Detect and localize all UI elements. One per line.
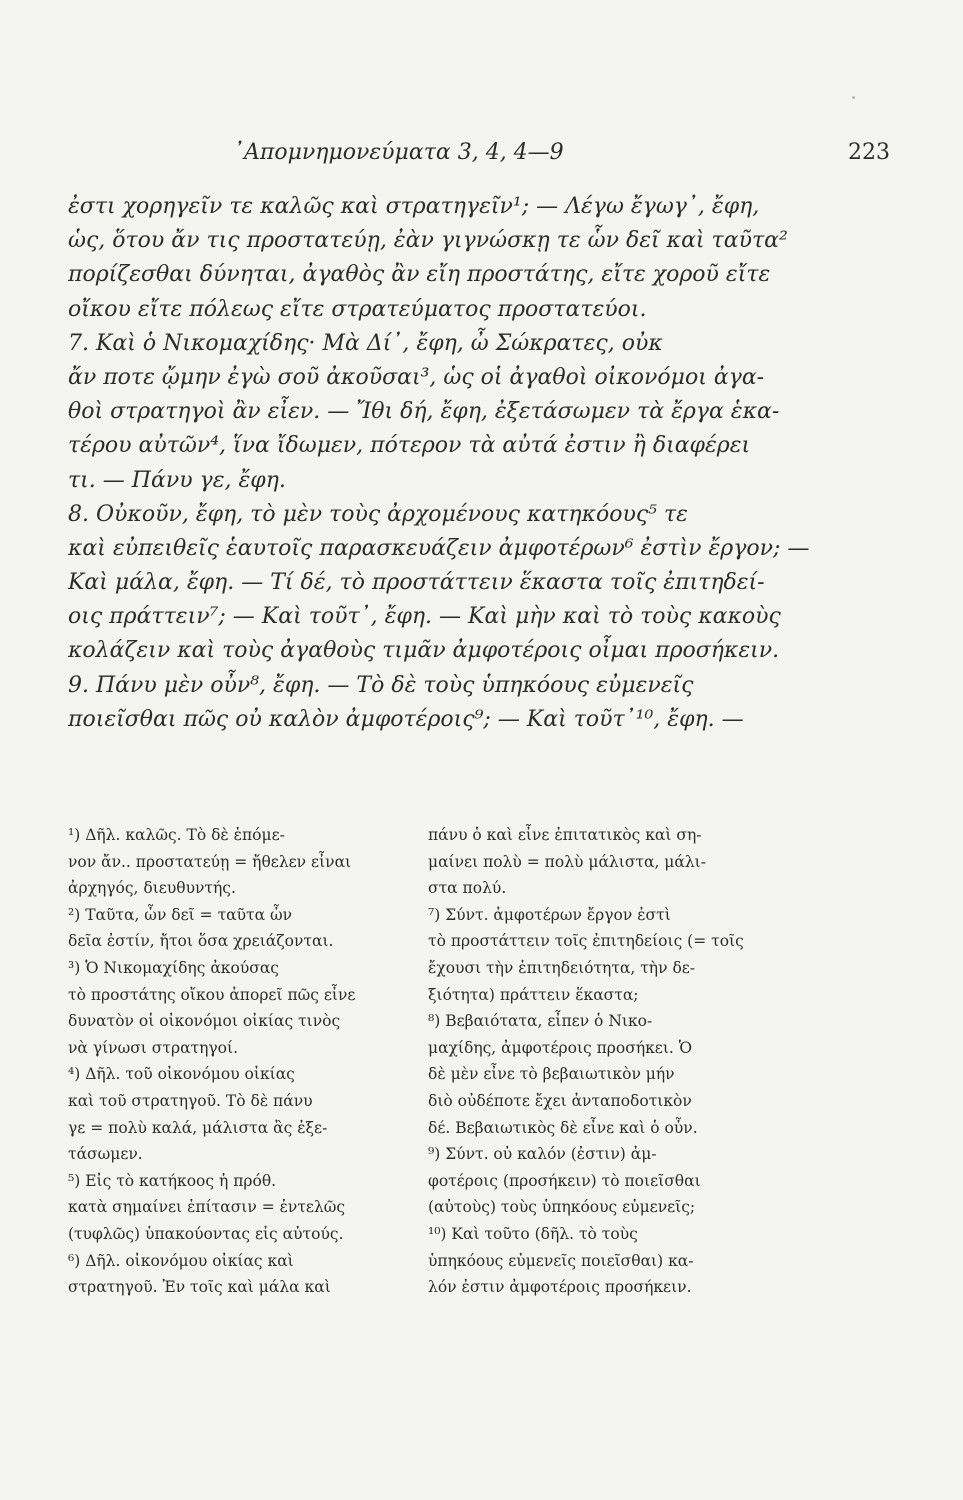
text-line: ἐστι χορηγεῖν τε καλῶς καὶ στρατηγεῖν¹; — Λέγω ἔγωγ᾽, ἔφη,: [68, 194, 760, 219]
text-line: τι. — Πάνυ γε, ἔφη.: [68, 467, 286, 493]
page-number: 223: [848, 140, 890, 165]
main-text: [68, 190, 890, 737]
text-line: 8. Οὐκοῦν, ἔφη, τὸ μὲν τοὺς ἀρχομένους κατηκόους⁵ τε: [68, 501, 688, 527]
page-header: [68, 140, 890, 170]
footnote-line: ³) Ὁ Νικομαχίδης ἀκούσας: [68, 958, 279, 977]
footnote-line: ¹) Δῆλ. καλῶς. Τὸ δὲ ἑπόμε-: [68, 826, 285, 844]
footnote-line: καὶ τοῦ στρατηγοῦ. Τὸ δὲ πάνυ: [68, 1091, 313, 1110]
text-line: Καὶ μάλα, ἔφη. — Τί δέ, τὸ προστάττειν ἕκαστα τοῖς ἐπιτηδεί-: [68, 570, 765, 596]
footnotes-right-column: [428, 822, 758, 1301]
footnote-line: δὲ μὲν εἶνε τὸ βεβαιωτικὸν μήν: [428, 1065, 675, 1084]
footnote-line: διὸ οὐδέποτε ἔχει ἀνταποδοτικὸν: [428, 1091, 692, 1110]
text-line: οις πράττειν⁷; — Καὶ τοῦτ᾽, ἔφη. — Καὶ μὴν καὶ τὸ τοὺς κακοὺς: [68, 604, 781, 630]
text-line: ἄν ποτε ᾤμην ἐγὼ σοῦ ἀκοῦσαι³, ὡς οἱ ἀγαθοὶ οἰκονόμοι ἀγα-: [68, 364, 765, 390]
footnote-line: τάσωμεν.: [68, 1145, 143, 1164]
footnote-line: ⁸) Βεβαιότατα, εἶπεν ὁ Νικο-: [428, 1012, 653, 1031]
footnote-line: στρατηγοῦ. Ἐν τοῖς καὶ μάλα καὶ: [68, 1278, 331, 1297]
footnote-line: ²) Ταῦτα, ὧν δεῖ = ταῦτα ὧν: [68, 905, 293, 924]
footnote-line: ξιότητα) πράττειν ἕκαστα;: [428, 985, 639, 1004]
footnote-line: τὸ προστάτης οἴκου ἀπορεῖ πῶς εἶνε: [68, 985, 356, 1004]
footnote-line: ⁷) Σύντ. ἀμφοτέρων ἔργον ἐστὶ: [428, 905, 671, 924]
footnote-line: ⁵) Εἰς τὸ κατήκοος ἡ πρόθ.: [68, 1171, 277, 1190]
footnote-line: μαίνει πολὺ = πολὺ μάλιστα, μάλι-: [428, 852, 706, 871]
footnote-line: φοτέροις (προσήκειν) τὸ ποιεῖσθαι: [428, 1171, 701, 1190]
text-line: 9. Πάνυ μὲν οὖν⁸, ἔφη. — Τὸ δὲ τοὺς ὑπηκόους εὐμενεῖς: [68, 672, 694, 698]
footnote-line: τὸ προστάττειν τοῖς ἐπιτηδείοις (= τοῖς: [428, 932, 744, 951]
footnote-line: (αὐτοὺς) τοὺς ὑπηκόους εὐμενεῖς;: [428, 1198, 696, 1217]
footnote-line: ⁴) Δῆλ. τοῦ οἰκονόμου οἰκίας: [68, 1065, 295, 1084]
footnote-line: ⁶) Δῆλ. οἰκονόμου οἰκίας καὶ: [68, 1251, 294, 1270]
footnote-line: ¹⁰) Καὶ τοῦτο (δῆλ. τὸ τοὺς: [428, 1224, 638, 1243]
footnote-line: ἔχουσι τὴν ἐπιτηδειότητα, τὴν δε-: [428, 958, 696, 977]
text-line: πορίζεσθαι δύνηται, ἀγαθὸς ἂν εἴη προστάτης, εἴτε χοροῦ εἴτε: [68, 262, 771, 288]
footnote-line: γε = πολὺ καλά, μάλιστα ἂς ἐξε-: [68, 1118, 328, 1137]
footnote-line: στα πολύ.: [428, 879, 507, 898]
footnote-line: ὑπηκόους εὐμενεῖς ποιεῖσθαι) κα-: [428, 1251, 694, 1270]
text-line: τέρου αὐτῶν⁴, ἵνα ἴδωμεν, πότερον τὰ αὐτά ἐστιν ἢ διαφέρει: [68, 433, 751, 459]
text-line: θοὶ στρατηγοὶ ἂν εἶεν. — Ἴθι δή, ἔφη, ἐξετάσωμεν τὰ ἔργα ἑκα-: [68, 399, 780, 425]
footnote-line: δέ. Βεβαιωτικὸς δὲ εἶνε καὶ ὁ οὖν.: [428, 1118, 698, 1137]
footnote-line: νον ἄν.. προστατεύῃ = ἤθελεν εἶναι: [68, 852, 352, 871]
footnotes-left-column: [68, 822, 398, 1301]
footnote-line: μαχίδης, ἀμφοτέροις προσήκει. Ὁ: [428, 1038, 693, 1057]
text-line: καὶ εὐπειθεῖς ἑαυτοῖς παρασκευάζειν ἀμφοτέρων⁶ ἐστὶν ἔργον; —: [68, 535, 810, 561]
footnote-line: ⁹) Σύντ. οὐ καλόν (ἐστιν) ἀμ-: [428, 1145, 657, 1164]
page-speck: [852, 96, 855, 99]
text-line: 7. Καὶ ὁ Νικομαχίδης· Μὰ Δί᾽, ἔφη, ὦ Σώκρατες, οὐκ: [68, 330, 663, 356]
footnote-line: λόν ἐστιν ἀμφοτέροις προσήκειν.: [428, 1278, 692, 1297]
text-line: οἴκου εἴτε πόλεως εἴτε στρατεύματος προστατεύοι.: [68, 296, 647, 322]
footnote-line: πάνυ ὁ καὶ εἶνε ἐπιτατικὸς καὶ ση-: [428, 826, 702, 844]
footnote-line: δυνατὸν οἱ οἰκονόμοι οἰκίας τινὸς: [68, 1012, 341, 1031]
text-line: ποιεῖσθαι πῶς οὐ καλὸν ἀμφοτέροις⁹; — Καὶ τοῦτ᾽¹⁰, ἔφη. —: [68, 706, 744, 732]
footnote-line: κατὰ σημαίνει ἐπίτασιν = ἐντελῶς: [68, 1198, 346, 1217]
text-line: κολάζειν καὶ τοὺς ἀγαθοὺς τιμᾶν ἀμφοτέροις οἶμαι προσήκειν.: [68, 638, 780, 664]
footnote-line: δεῖα ἐστίν, ἤτοι ὅσα χρειάζονται.: [68, 932, 334, 951]
footnote-line: (τυφλῶς) ὑπακούοντας εἰς αὐτούς.: [68, 1224, 344, 1243]
footnote-line: ἀρχηγός, διευθυντής.: [68, 879, 236, 898]
footnote-line: νὰ γίνωσι στρατηγοί.: [68, 1038, 239, 1057]
running-title: ᾽Απομνημονεύματα 3, 4, 4—9: [233, 140, 564, 165]
text-line: ὡς, ὅτου ἄν τις προστατεύῃ, ἐὰν γιγνώσκῃ τε ὧν δεῖ καὶ ταῦτα²: [68, 228, 788, 254]
